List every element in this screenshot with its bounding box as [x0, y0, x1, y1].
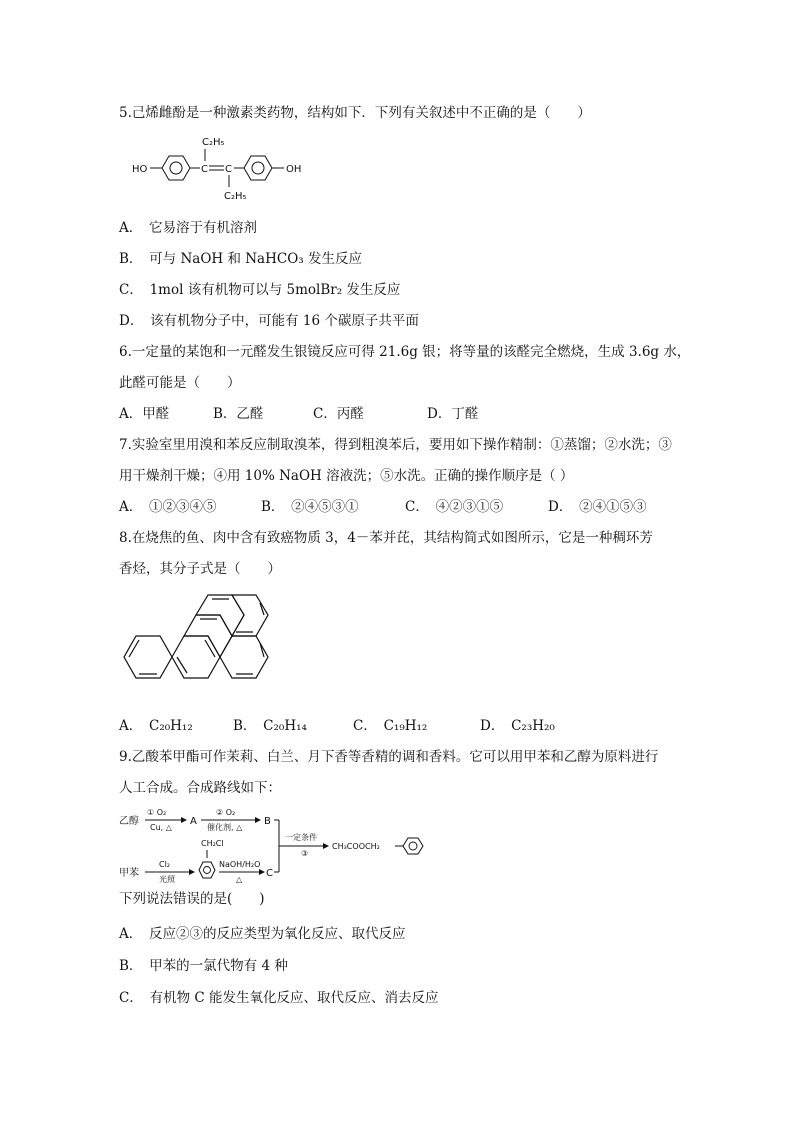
- q9-ethanol-label: 乙醇: [119, 816, 139, 827]
- q8-benzopyrene-structure: [120, 595, 280, 710]
- q9-step2-top: ② O₂: [216, 808, 236, 817]
- q5-c-left: C: [201, 164, 208, 175]
- q8-option-c: C． C₁₉H₁₂: [353, 718, 428, 734]
- q5-option-c: C． 1mol 该有机物可以与 5molBr₂ 发生反应: [119, 282, 401, 298]
- q9-step1-bottom: Cu, △: [150, 823, 172, 832]
- q6-option-c: C．丙醛: [313, 406, 364, 422]
- q9-sub-stem: 下列说法错误的是( ): [119, 891, 265, 907]
- q9-option-a: A． 反应②③的反应类型为氧化反应、取代反应: [119, 926, 406, 942]
- q5-option-a: A． 它易溶于有机溶剂: [119, 220, 257, 236]
- q7-option-c: C． ④②③①⑤: [405, 499, 504, 515]
- q9-step1-top: ① O₂: [147, 808, 167, 817]
- q9-step3-top: 一定条件: [285, 833, 317, 842]
- q9-option-c: C． 有机物 C 能发生氧化反应、取代反应、消去反应: [119, 990, 439, 1006]
- q8-stem-line2: 香烃，其分子式是（ ）: [119, 561, 281, 577]
- q9-ch2cl-label: CH₂Cl: [201, 839, 224, 848]
- q6-option-a: A．甲醛: [119, 406, 170, 422]
- q7-stem-line1: 7.实验室里用溴和苯反应制取溴苯，得到粗溴苯后，要用如下操作精制：①蒸馏；②水洗；③: [119, 437, 672, 453]
- q9-product-label: CH₃COOCH₂: [332, 842, 380, 851]
- q9-compound-a: A: [190, 816, 197, 827]
- q6-option-d: D．丁醛: [427, 406, 479, 422]
- q5-ho-label: HO: [132, 164, 148, 175]
- q7-option-d: D． ②④①⑤③: [548, 499, 647, 515]
- q5-oh-label: OH: [286, 164, 302, 175]
- q9-step-naoh-top: NaOH/H₂O: [219, 860, 261, 869]
- q9-stem-line2: 人工合成。合成路线如下：: [119, 780, 281, 796]
- q7-option-a: A． ①②③④⑤: [119, 499, 217, 515]
- q9-option-b: B． 甲苯的一氯代物有 4 种: [119, 958, 288, 974]
- q5-ethyl-bottom: C₂H₅: [224, 191, 247, 202]
- q9-step3-bottom: ③: [301, 849, 309, 858]
- q6-stem-line1: 6.一定量的某饱和一元醛发生银镜反应可得 21.6g 银；将等量的该醛完全燃烧，生成 3.6g 水，: [119, 344, 691, 360]
- q9-compound-b: B: [264, 816, 271, 827]
- q5-c-right: C: [225, 164, 232, 175]
- q5-option-b: B． 可与 NaOH 和 NaHCO₃ 发生反应: [119, 251, 362, 267]
- q9-stem-line1: 9.乙酸苯甲酯可作茉莉、白兰、月下香等香精的调和香料。它可以用甲苯和乙醇为原料进行: [119, 749, 659, 765]
- q9-step-naoh-bottom: △: [236, 875, 243, 884]
- q9-compound-c: C: [266, 868, 273, 879]
- q8-option-d: D． C₂₃H₂₀: [480, 718, 555, 734]
- q5-structure-diagram: [130, 133, 310, 205]
- q7-stem-line2: 用干燥剂干燥；④用 10% NaOH 溶液洗；⑤水洗。正确的操作顺序是（ ）: [119, 468, 574, 484]
- q8-option-a: A． C₂₀H₁₂: [119, 718, 193, 734]
- q5-stem: 5.己烯雌酚是一种激素类药物，结构如下．下列有关叙述中不正确的是（ ）: [119, 105, 591, 121]
- q6-stem-line2: 此醛可能是（ ）: [119, 375, 241, 391]
- q9-synthesis-scheme: [119, 804, 439, 884]
- q9-step-cl-top: Cl₂: [159, 860, 171, 869]
- q5-ethyl-top: C₂H₅: [202, 137, 225, 148]
- q9-toluene-label: 甲苯: [119, 868, 139, 879]
- q8-stem-line1: 8.在烧焦的鱼、肉中含有致癌物质 3，4－苯并芘，其结构简式如图所示，它是一种稠环芳: [119, 530, 653, 546]
- q7-option-b: B． ②④⑤③①: [261, 499, 359, 515]
- q9-step2-bottom: 催化剂, △: [207, 823, 243, 832]
- q5-option-d: D． 该有机物分子中，可能有 16 个碳原子共平面: [119, 313, 419, 329]
- q9-step-cl-bottom: 光照: [159, 875, 175, 884]
- q8-option-b: B． C₂₀H₁₄: [233, 718, 307, 734]
- q6-option-b: B．乙醛: [213, 406, 264, 422]
